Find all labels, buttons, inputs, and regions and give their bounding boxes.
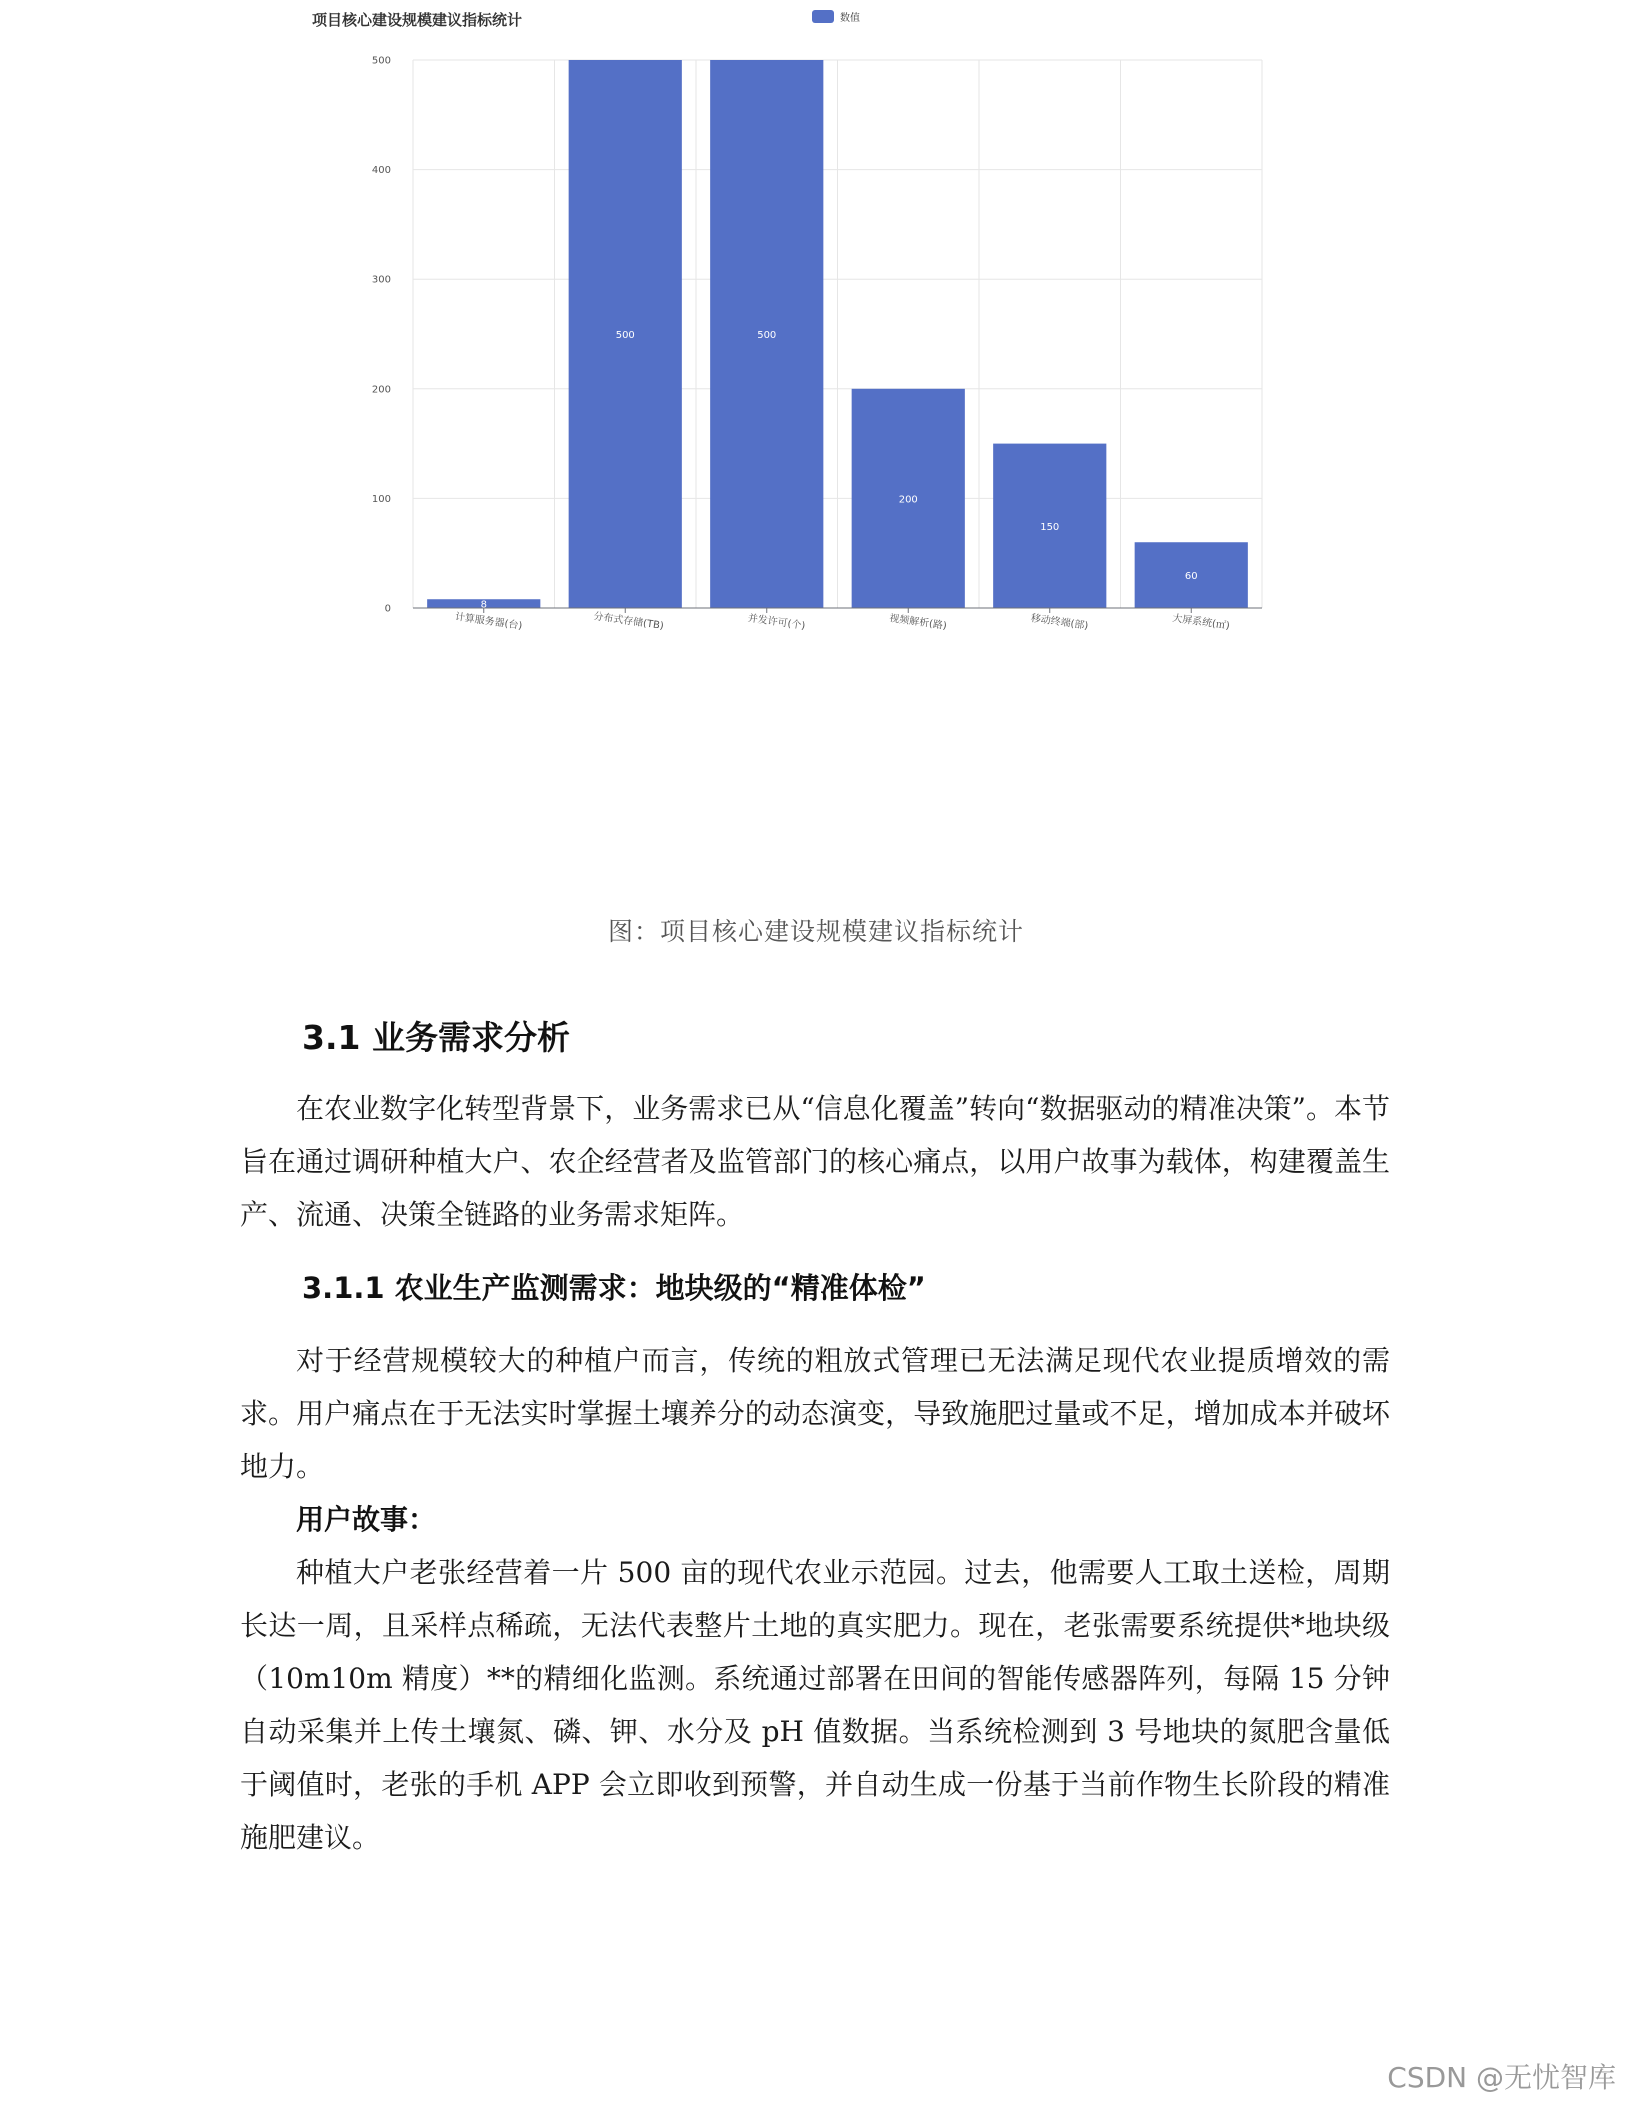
y-tick-label: 100 <box>371 493 391 505</box>
section-heading: 3.1 业务需求分析 <box>302 1018 570 1057</box>
x-category-label: 视频解析(路) <box>888 613 948 632</box>
user-story-label: 用户故事： <box>296 1503 437 1536</box>
x-category-label: 并发许可(个) <box>747 613 806 632</box>
x-category-label: 移动终端(部) <box>1030 613 1089 632</box>
subsection-heading: 3.1.1 农业生产监测需求：地块级的“精准体检” <box>302 1271 926 1305</box>
chart-legend[interactable] <box>812 10 860 24</box>
chart-grid <box>413 60 1262 608</box>
x-category-label: 计算服务器(台) <box>454 611 523 632</box>
y-tick-label: 400 <box>371 165 391 177</box>
x-category-label: 大屏系统(㎡) <box>1171 613 1231 632</box>
bar-value-label: 8 <box>480 599 487 611</box>
y-tick-label: 0 <box>384 603 391 615</box>
user-story-paragraph: 种植大户老张经营着一片 500 亩的现代农业示范园。过去，他需要人工取土送检，周期长达一周，且采样点稀疏，无法代表整片土地的真实肥力。现在，老张需要系统提供*地块级（10m10m 精度）**的精细化监测。系统通过部署在田间的智能传感器阵列，每隔 15 分钟自动采集并上传土壤氮、磷、钾、水分及 pH 值数据。当系统检测到 3 号地块的氮肥含量低于阈值时，老张的手机 APP 会立即收到预警，并自动生成一份基于当前作物生长阶段的精准施肥建议。 <box>240 1556 1390 1854</box>
bar-chart <box>300 0 1280 660</box>
x-category-label: 分布式存储(TB) <box>592 611 665 632</box>
y-tick-label: 300 <box>371 274 391 286</box>
watermark: CSDN @无忧智库 <box>1387 2061 1616 2094</box>
bar-value-label: 60 <box>1184 571 1198 583</box>
legend-label: 数值 <box>840 13 860 24</box>
chart-canvas <box>300 0 1280 660</box>
chart-title: 项目核心建设规模建议指标统计 <box>312 11 523 29</box>
bar-value-label: 150 <box>1040 521 1060 533</box>
bar-value-label: 500 <box>757 330 777 341</box>
figure-caption: 图：项目核心建设规模建议指标统计 <box>607 917 1024 946</box>
bar-value-label: 200 <box>898 494 918 506</box>
y-tick-label: 200 <box>371 384 391 396</box>
bar-value-label: 500 <box>615 330 635 341</box>
subsection-paragraph: 对于经营规模较大的种植户而言，传统的粗放式管理已无法满足现代农业提质增效的需求。用户痛点在于无法实时掌握土壤养分的动态演变，导致施肥过量或不足，增加成本并破坏地力。 <box>240 1344 1390 1483</box>
legend-swatch <box>812 10 834 23</box>
y-tick-label: 500 <box>371 55 391 67</box>
section-intro-paragraph: 在农业数字化转型背景下，业务需求已从“信息化覆盖”转向“数据驱动的精准决策”。本节旨在通过调研种植大户、农企经营者及监管部门的核心痛点，以用户故事为载体，构建覆盖生产、流通、决策全链路的业务需求矩阵。 <box>240 1092 1390 1231</box>
